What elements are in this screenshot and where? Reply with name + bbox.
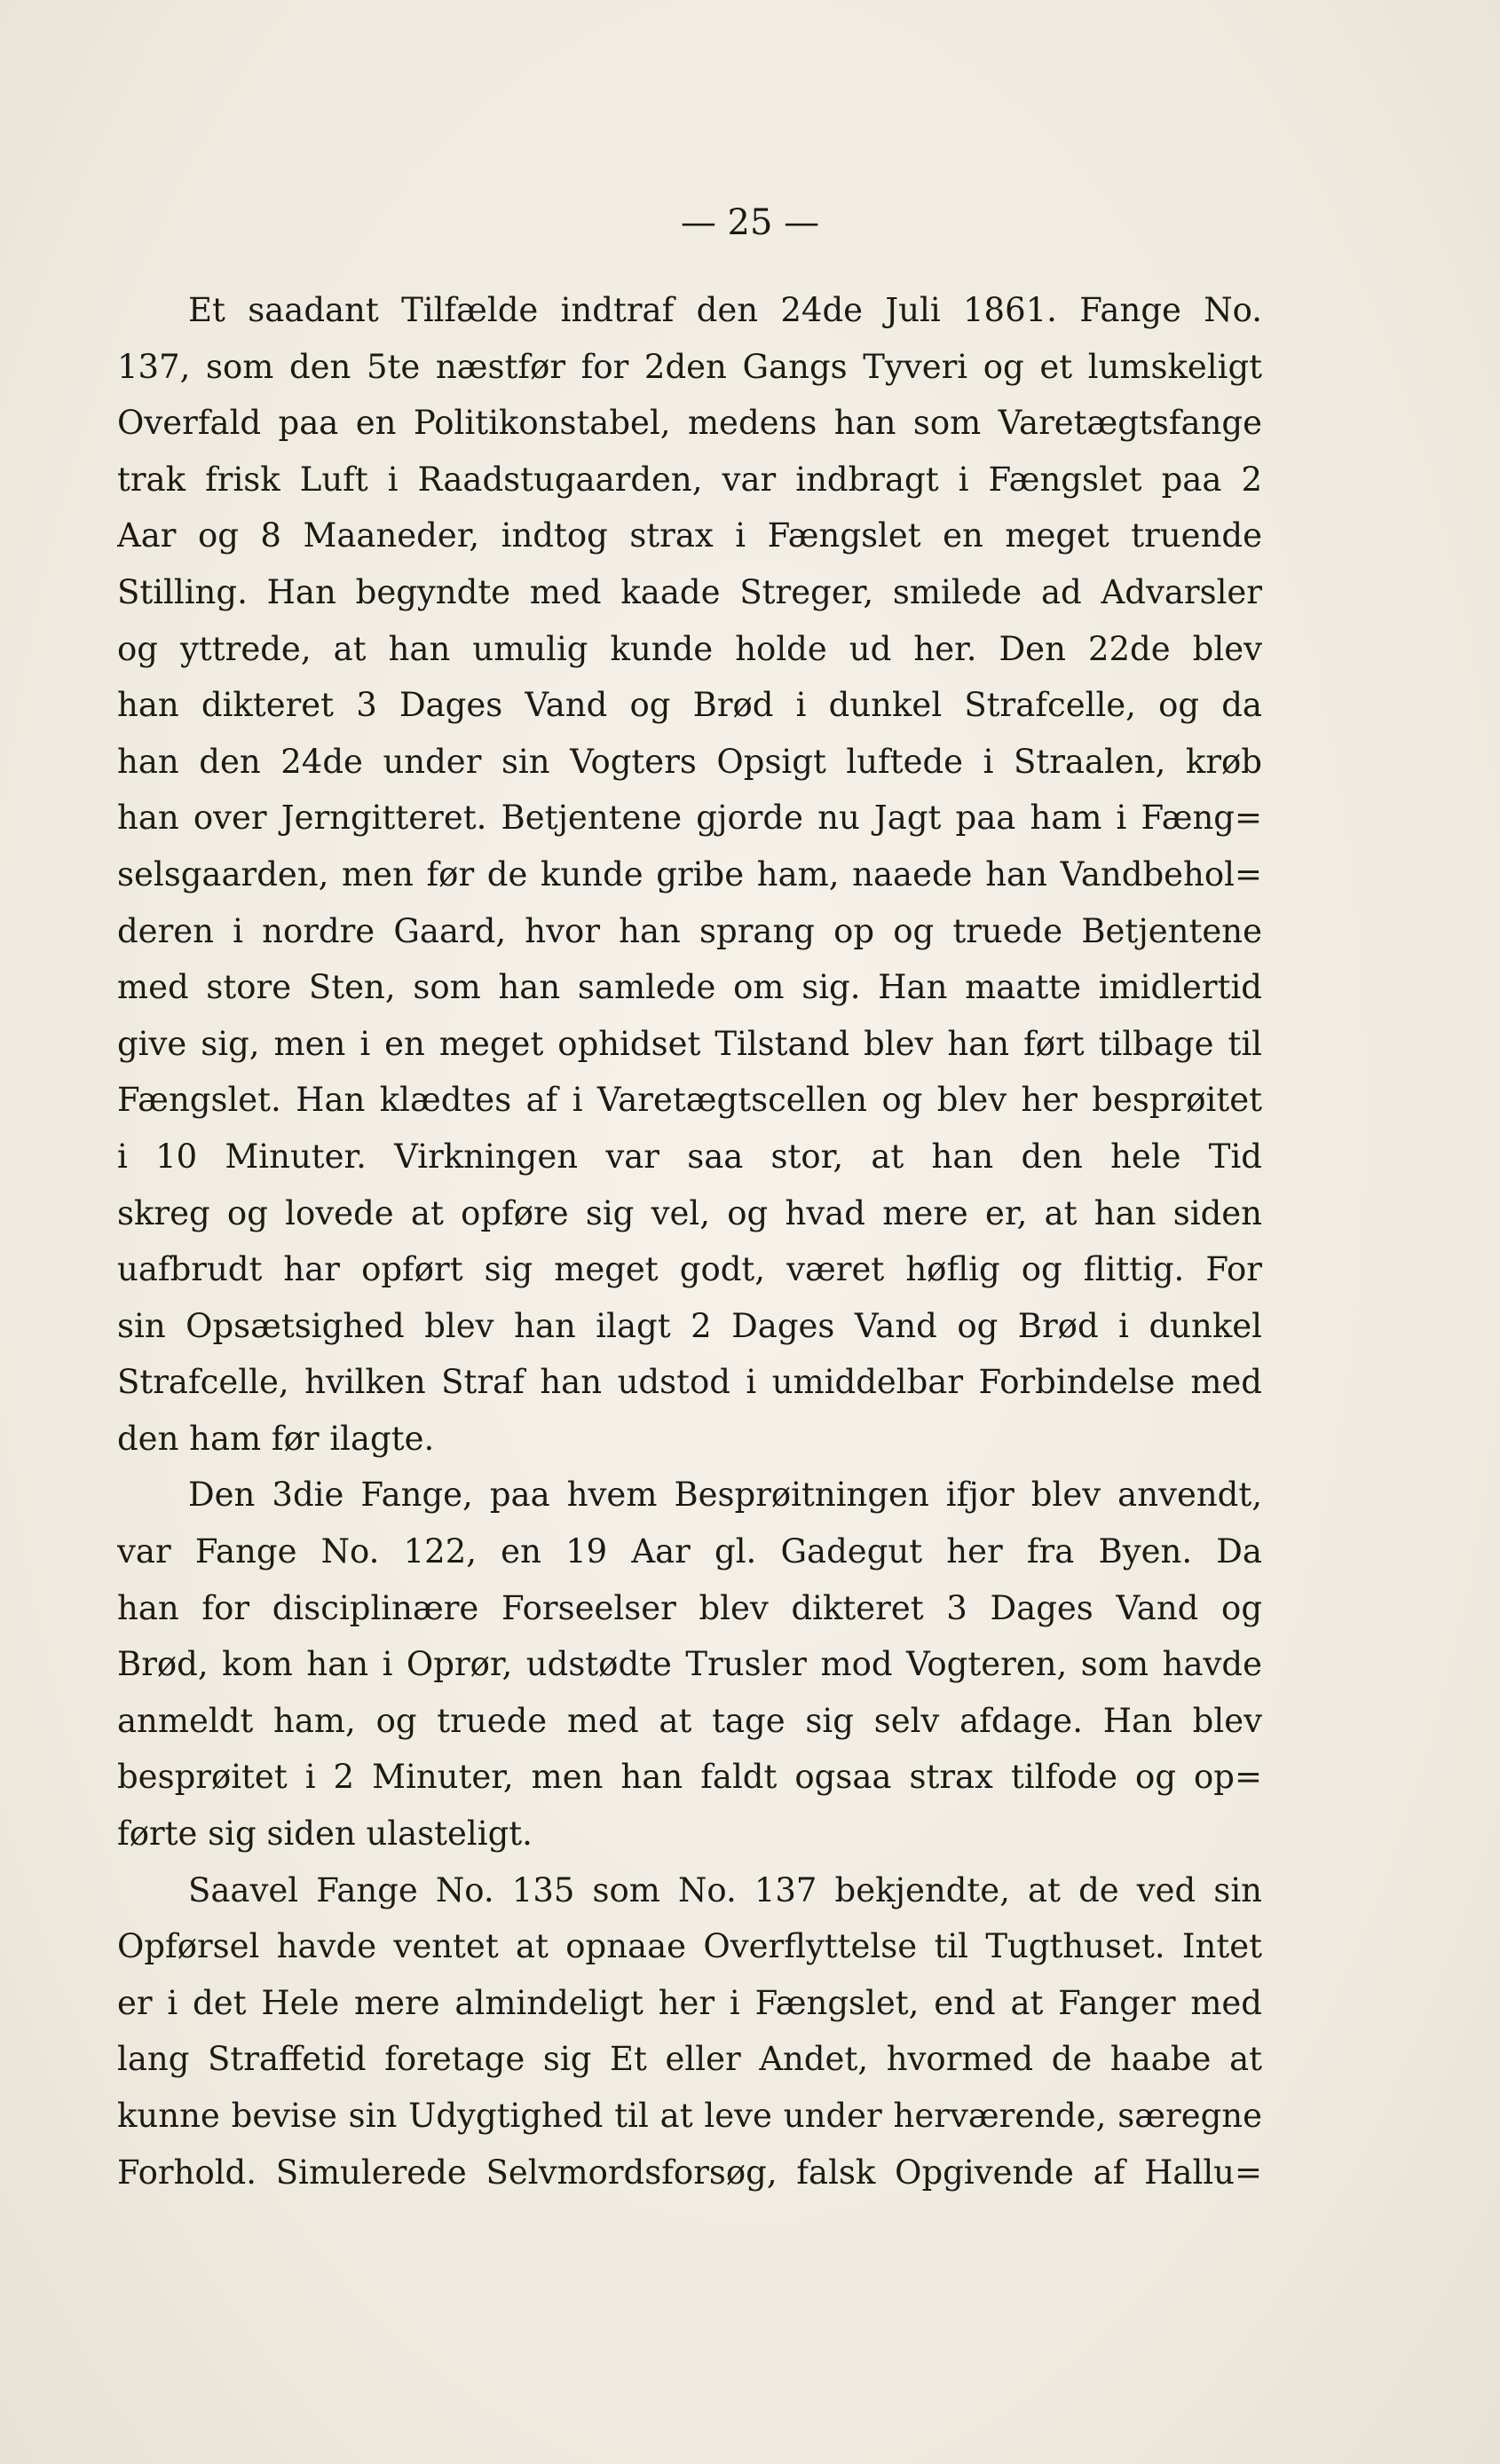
text-line: Strafcelle, hvilken Straf han udstod i umiddelbar Forbindelse med [117, 1363, 1262, 1402]
text-line: selsgaarden, men før de kunde gribe ham, naaede han Vandbehol= [117, 854, 1262, 893]
text-line: Aar og 8 Maaneder, indtog strax i Fængslet en meget truende [117, 516, 1262, 555]
text-line: trak frisk Luft i Raadstugaarden, var indbragt i Fængslet paa 2 [117, 460, 1262, 499]
text-line: førte sig siden ulasteligt. [117, 1815, 533, 1854]
text-line: han dikteret 3 Dages Vand og Brød i dunkel Strafcelle, og da [117, 686, 1262, 725]
text-line: og yttrede, at han umulig kunde holde ud her. Den 22de blev [117, 629, 1262, 668]
text-line: uafbrudt har opført sig meget godt, været høflig og flittig. For [117, 1250, 1262, 1289]
text-line: han den 24de under sin Vogters Opsigt luftede i Straalen, krøb [117, 742, 1262, 781]
text-line: deren i nordre Gaard, hvor han sprang op og truede Betjentene [117, 911, 1262, 950]
text-line: lang Straffetid foretage sig Et eller Andet, hvormed de haabe at [117, 2040, 1262, 2079]
text-line: var Fange No. 122, en 19 Aar gl. Gadegut her fra Byen. Da [117, 1532, 1262, 1571]
text-line: anmeldt ham, og truede med at tage sig selv afdage. Han blev [117, 1701, 1262, 1740]
text-line: give sig, men i en meget ophidset Tilstand blev han ført tilbage til [117, 1024, 1262, 1063]
paragraph-3 [117, 1862, 1262, 2201]
text-line: Brød, kom han i Oprør, udstødte Trusler mod Vogteren, som havde [117, 1645, 1262, 1684]
text-line: han over Jerngitteret. Betjentene gjorde nu Jagt paa ham i Fæng= [117, 799, 1262, 838]
text-line: kunne bevise sin Udygtighed til at leve under herværende, særegne [117, 2097, 1262, 2135]
body-text [117, 282, 1262, 2200]
text-line: besprøitet i 2 Minuter, men han faldt ogsaa strax tilfode og op= [117, 1758, 1262, 1797]
text-line: med store Sten, som han samlede om sig. Han maatte imidlertid [117, 968, 1262, 1007]
text-line: er i det Hele mere almindeligt her i Fængslet, end at Fanger med [117, 1983, 1262, 2022]
text-line: Saavel Fange No. 135 som No. 137 bekjendte, at de ved sin [188, 1870, 1262, 1909]
text-line: Opførsel havde ventet at opnaae Overflyttelse til Tugthuset. Intet [117, 1927, 1262, 1966]
text-line: skreg og lovede at opføre sig vel, og hvad mere er, at han siden [117, 1193, 1262, 1232]
text-line: han for disciplinære Forseelser blev dikteret 3 Dages Vand og [117, 1588, 1262, 1627]
text-line: Fængslet. Han klædtes af i Varetægtscellen og blev her besprøitet [117, 1081, 1262, 1120]
text-line: sin Opsætsighed blev han ilagt 2 Dages Vand og Brød i dunkel [117, 1306, 1262, 1345]
text-line: Overfald paa en Politikonstabel, medens han som Varetægtsfange [117, 404, 1262, 443]
text-line: Stilling. Han begyndte med kaade Streger, smilede ad Advarsler [117, 572, 1262, 611]
text-line: Den 3die Fange, paa hvem Besprøitningen ifjor blev anvendt, [188, 1476, 1262, 1515]
text-line: Et saadant Tilfælde indtraf den 24de Juli 1861. Fange No. [188, 291, 1262, 329]
text-line: Forhold. Simulerede Selvmordsforsøg, falsk Opgivende af Hallu= [117, 2153, 1262, 2192]
text-line: 137, som den 5te næstfør for 2den Gangs Tyveri og et lumskeligt [117, 347, 1262, 386]
paragraph-2 [117, 1467, 1262, 1862]
paragraph-1 [117, 282, 1262, 1467]
page-number: — 25 — [680, 202, 820, 243]
text-line: i 10 Minuter. Virkningen var saa stor, at han den hele Tid [117, 1137, 1262, 1176]
text-line: den ham før ilagte. [117, 1419, 435, 1458]
